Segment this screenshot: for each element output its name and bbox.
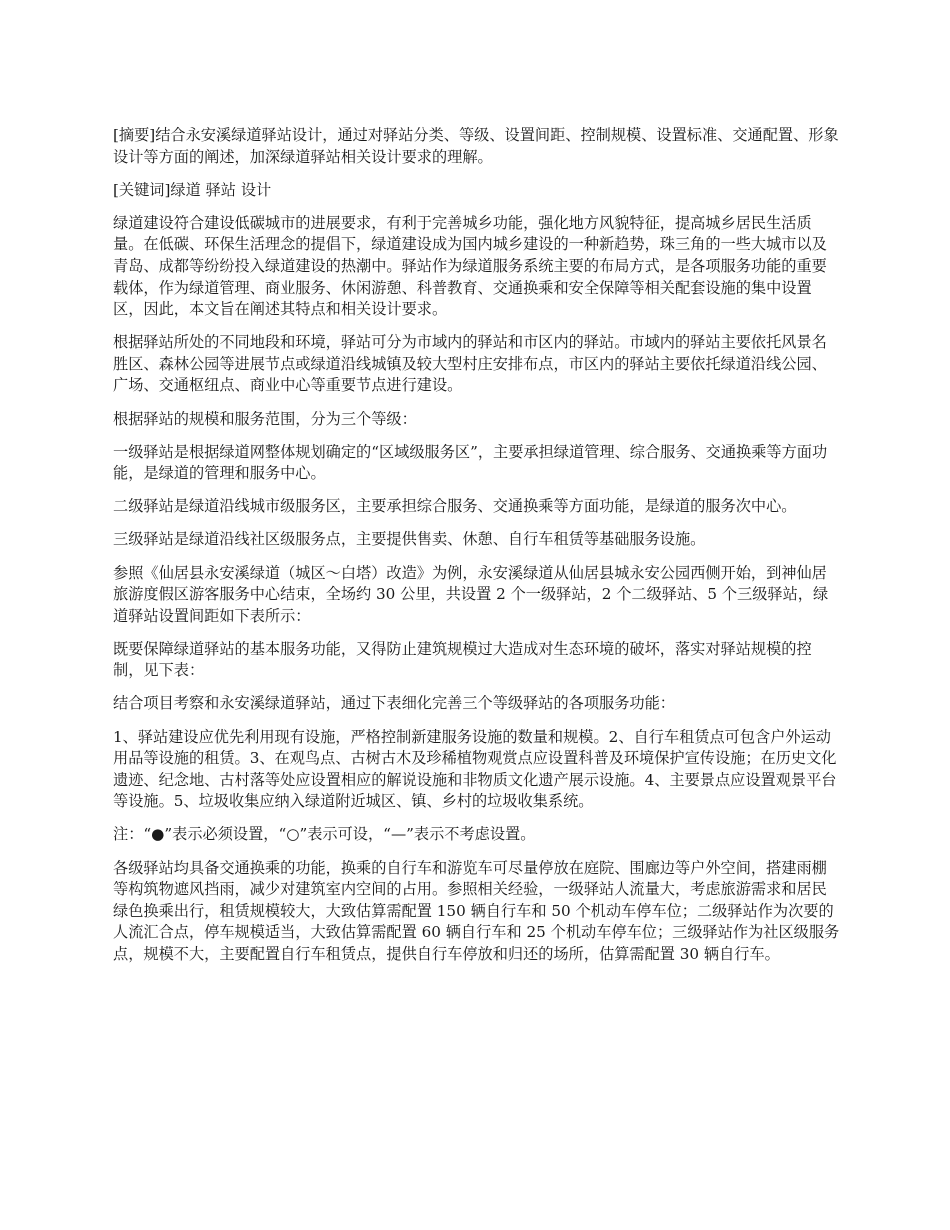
legend-note-paragraph: 注：“●”表示必须设置，“○”表示可设，“—”表示不考虑设置。 [113, 825, 536, 844]
spacing-paragraph: 参照《仙居县永安溪绿道（城区～白塔）改造》为例，永安溪绿道从仙居县城永安公园西侧开始，到神仙居旅游度假区游客服务中心结束，全场约 30 公里，共设置 2 个一级驿站，2 个二级驿站、5 个三级驿站，绿道驿站设置间距如下表所示： [113, 563, 829, 625]
transport-paragraph: 各级驿站均具备交通换乘的功能，换乘的自行车和游览车可尽量停放在庭院、围廊边等户外空间，搭建雨棚等构筑物遮风挡雨，减少对建筑室内空间的占用。参照相关经验，一级驿站人流量大，考虑旅游需求和居民绿色换乘出行，租赁规模较大，大致估算需配置 150 辆自行车和 50 个机动车停车位；二级驿站作为次要的人流汇合点，停车规模适当，大致估算需配置 60 辆自行车和 25 个机动车停车位；三级驿站作为社区级服务点，规模不大，主要配置自行车租赁点，提供自行车停放和归还的场所，估算需配置 30 辆自行车。 [113, 858, 840, 963]
grade-two-paragraph: 二级驿站是绿道沿线城市级服务区，主要承担综合服务、交通换乘等方面功能，是绿道的服务次中心。 [113, 497, 797, 516]
intro-paragraph: 绿道建设符合建设低碳城市的进展要求，有利于完善城乡功能，强化地方风貌特征，提高城乡居民生活质量。在低碳、环保生活理念的提倡下，绿道建设成为国内城乡建设的一种新趋势，珠三角的一些大城市以及青岛、成都等纷纷投入绿道建设的热潮中。驿站作为绿道服务系统主要的布局方式，是各项服务功能的重要载体，作为绿道管理、商业服务、休闲游憩、科普教育、交通换乘和安全保障等相关配套设施的集中设置区，因此，本文旨在阐述其特点和相关设计要求。 [113, 213, 827, 319]
grade-one-paragraph: 一级驿站是根据绿道网整体规划确定的“区域级服务区”，主要承担绿道管理、综合服务、交通换乘等方面功能，是绿道的管理和服务中心。 [113, 442, 828, 483]
grade-three-paragraph: 三级驿站是绿道沿线社区级服务点，主要提供售卖、休憩、自行车租赁等基础服务设施。 [113, 530, 706, 549]
service-function-paragraph: 结合项目考察和永安溪绿道驿站，通过下表细化完善三个等级驿站的各项服务功能： [113, 694, 675, 713]
classification-paragraph: 根据驿站所处的不同地段和环境，驿站可分为市域内的驿站和市区内的驿站。市域内的驿站主要依托风景名胜区、森林公园等进展节点或绿道沿线城镇及较大型村庄安排布点，市区内的驿站主要依托绿道沿线公园、广场、交通枢纽点、商业中心等重要节点进行建设。 [113, 333, 827, 395]
grade-intro-paragraph: 根据驿站的规模和服务范围，分为三个等级： [113, 409, 417, 428]
document-body [113, 125, 841, 977]
keywords-paragraph: [关键词]绿道 驿站 设计 [113, 180, 272, 199]
scale-control-paragraph: 既要保障绿道驿站的基本服务功能，又得防止建筑规模过大造成对生态环境的破坏，落实对驿站规模的控制，见下表： [113, 639, 812, 680]
notes-list-paragraph: 1、驿站建设应优先利用现有设施，严格控制新建服务设施的数量和规模。2、自行车租赁点可包含户外运动用品等设施的租赁。3、在观鸟点、古树古木及珍稀植物观赏点应设置科普及环境保护宣传设施；在历史文化遗迹、纪念地、古村落等处应设置相应的解说设施和非物质文化遗产展示设施。4、主要景点应设置观景平台等设施。5、垃圾收集应纳入绿道附近城区、镇、乡村的垃圾收集系统。 [113, 727, 837, 811]
abstract-paragraph: [摘要]结合永安溪绿道驿站设计，通过对驿站分类、等级、设置间距、控制规模、设置标准、交通配置、形象设计等方面的阐述，加深绿道驿站相关设计要求的理解。 [113, 126, 839, 166]
